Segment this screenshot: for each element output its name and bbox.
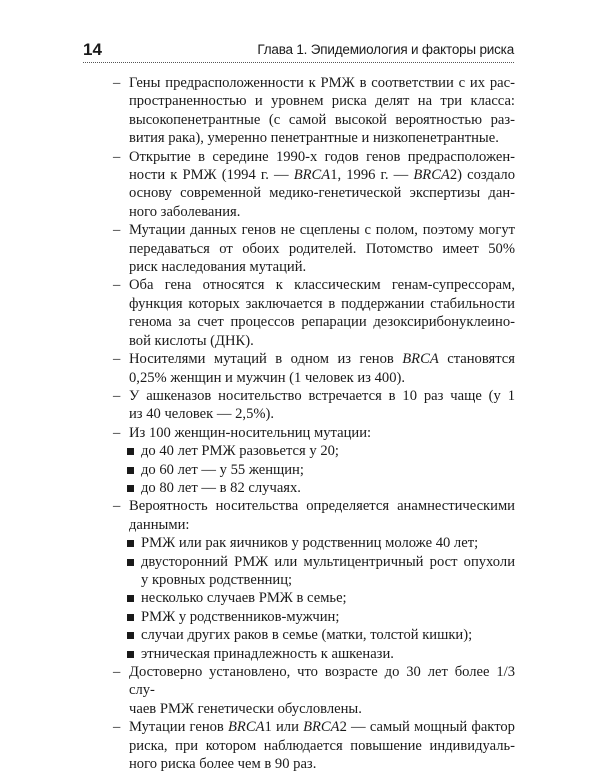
text-line — [129, 350, 515, 368]
gene-name: BRCA — [228, 719, 265, 736]
text-run: 1 или — [264, 719, 304, 736]
list-item — [115, 74, 515, 148]
text-run: становятся — [438, 351, 515, 368]
sub-list-item — [115, 645, 515, 663]
text-line: РМЖ у родственников-мужчин; — [141, 608, 340, 625]
text-line: у кровных родственниц; — [141, 571, 293, 588]
text-line: высокопенетрантные (с самой высокой вероятностью раз- — [129, 111, 515, 128]
text-line: несколько случаев РМЖ в семье; — [141, 590, 347, 607]
page-header — [83, 40, 514, 63]
text-line: двусторонний РМЖ или мультицентричный рост опухоли — [141, 553, 515, 570]
text-run: Мутации генов — [129, 719, 229, 736]
text-line: вития рака), умеренно пенетрантные и низкопенетрантные. — [129, 130, 499, 147]
text-line: до 40 лет РМЖ разовьется у 20; — [141, 443, 339, 460]
text-line: – Открытие в середине 1990-х годов генов предрасположен- — [129, 148, 515, 165]
text-line: генома за счет процессов репарации дезоксирибонуклеино- — [129, 314, 515, 331]
sub-list-item — [115, 442, 515, 460]
sub-list-item — [115, 589, 515, 607]
text-line: случаи других раков в семье (матки, толстой кишки); — [141, 627, 473, 644]
sub-list-item — [115, 626, 515, 644]
text-line: риск наследования мутаций. — [129, 259, 307, 276]
list-item — [115, 387, 515, 424]
text-line — [129, 166, 515, 184]
text-line: ного риска более чем в 90 раз. — [129, 756, 317, 773]
sub-list-item — [115, 534, 515, 552]
text-line: основу современной медико-генетической экспертизы дан- — [129, 185, 515, 202]
list-item — [115, 276, 515, 350]
list-item — [115, 148, 515, 222]
text-line: – Вероятность носительства определяется анамнестическими — [129, 498, 515, 515]
sub-list-item — [115, 479, 515, 497]
text-run: 2) создало — [449, 167, 515, 184]
text-line: – Достоверно установлено, что возрасте до 30 лет более 1/3 слу- — [129, 664, 515, 699]
body-text — [115, 74, 515, 773]
text-line: пространенностью и уровнем риска делят на три класса: — [129, 93, 515, 110]
text-line: ного заболевания. — [129, 203, 241, 220]
list-item — [115, 350, 515, 387]
text-line: – Гены предрасположенности к РМЖ в соответствии с их рас- — [129, 75, 515, 91]
text-line: РМЖ или рак яичников у родственниц моложе 40 лет; — [141, 535, 479, 552]
gene-name: BRCA — [293, 167, 331, 184]
text-line: до 80 лет — в 82 случаях. — [141, 479, 301, 496]
text-line — [129, 718, 515, 736]
list-item — [115, 718, 515, 773]
sub-list-item — [115, 461, 515, 479]
chapter-title: Глава 1. Эпидемиология и факторы риска — [257, 42, 514, 57]
gene-name: BRCA — [303, 719, 340, 736]
text-line: функция которых заключается в поддержании стабильности — [129, 295, 515, 312]
text-line: чаев РМЖ генетически обусловлены. — [129, 700, 362, 717]
sub-list-item — [115, 553, 515, 590]
list-item — [115, 497, 515, 534]
text-line: данными: — [129, 516, 190, 533]
text-run: 2 — самый мощный фактор — [339, 719, 515, 736]
text-line: – Из 100 женщин-носительниц мутации: — [129, 424, 372, 441]
list-item — [115, 424, 515, 442]
text-run: Носителями мутаций в одном из генов — [129, 351, 403, 368]
text-line: – Мутации данных генов не сцеплены с полом, поэтому могут — [129, 222, 515, 239]
gene-name: BRCA — [402, 351, 439, 368]
text-line: из 40 человек — 2,5%). — [129, 406, 275, 423]
text-line: этническая принадлежность к ашкенази. — [141, 645, 394, 662]
sub-list-item — [115, 608, 515, 626]
text-line: 0,25% женщин и мужчин (1 человек из 400). — [129, 369, 405, 386]
page-number: 14 — [83, 40, 102, 59]
text-line: передаваться от обоих родителей. Потомство имеет 50% — [129, 240, 515, 257]
list-item — [115, 221, 515, 276]
text-line: вой кислоты (ДНК). — [129, 332, 254, 349]
gene-name: BRCA — [413, 167, 450, 184]
text-line: риска, при котором наблюдается повышение индивидуаль- — [129, 737, 515, 754]
text-line: до 60 лет — у 55 женщин; — [141, 461, 304, 478]
text-run: ности к РМЖ (1994 г. — — [129, 167, 294, 184]
list-item — [115, 663, 515, 718]
text-line: – У ашкеназов носительство встречается в 10 раз чаще (у 1 — [129, 387, 515, 404]
text-line: – Оба гена относятся к классическим генам-супрессорам, — [129, 277, 515, 294]
text-run: 1, 1996 г. — — [330, 167, 414, 184]
